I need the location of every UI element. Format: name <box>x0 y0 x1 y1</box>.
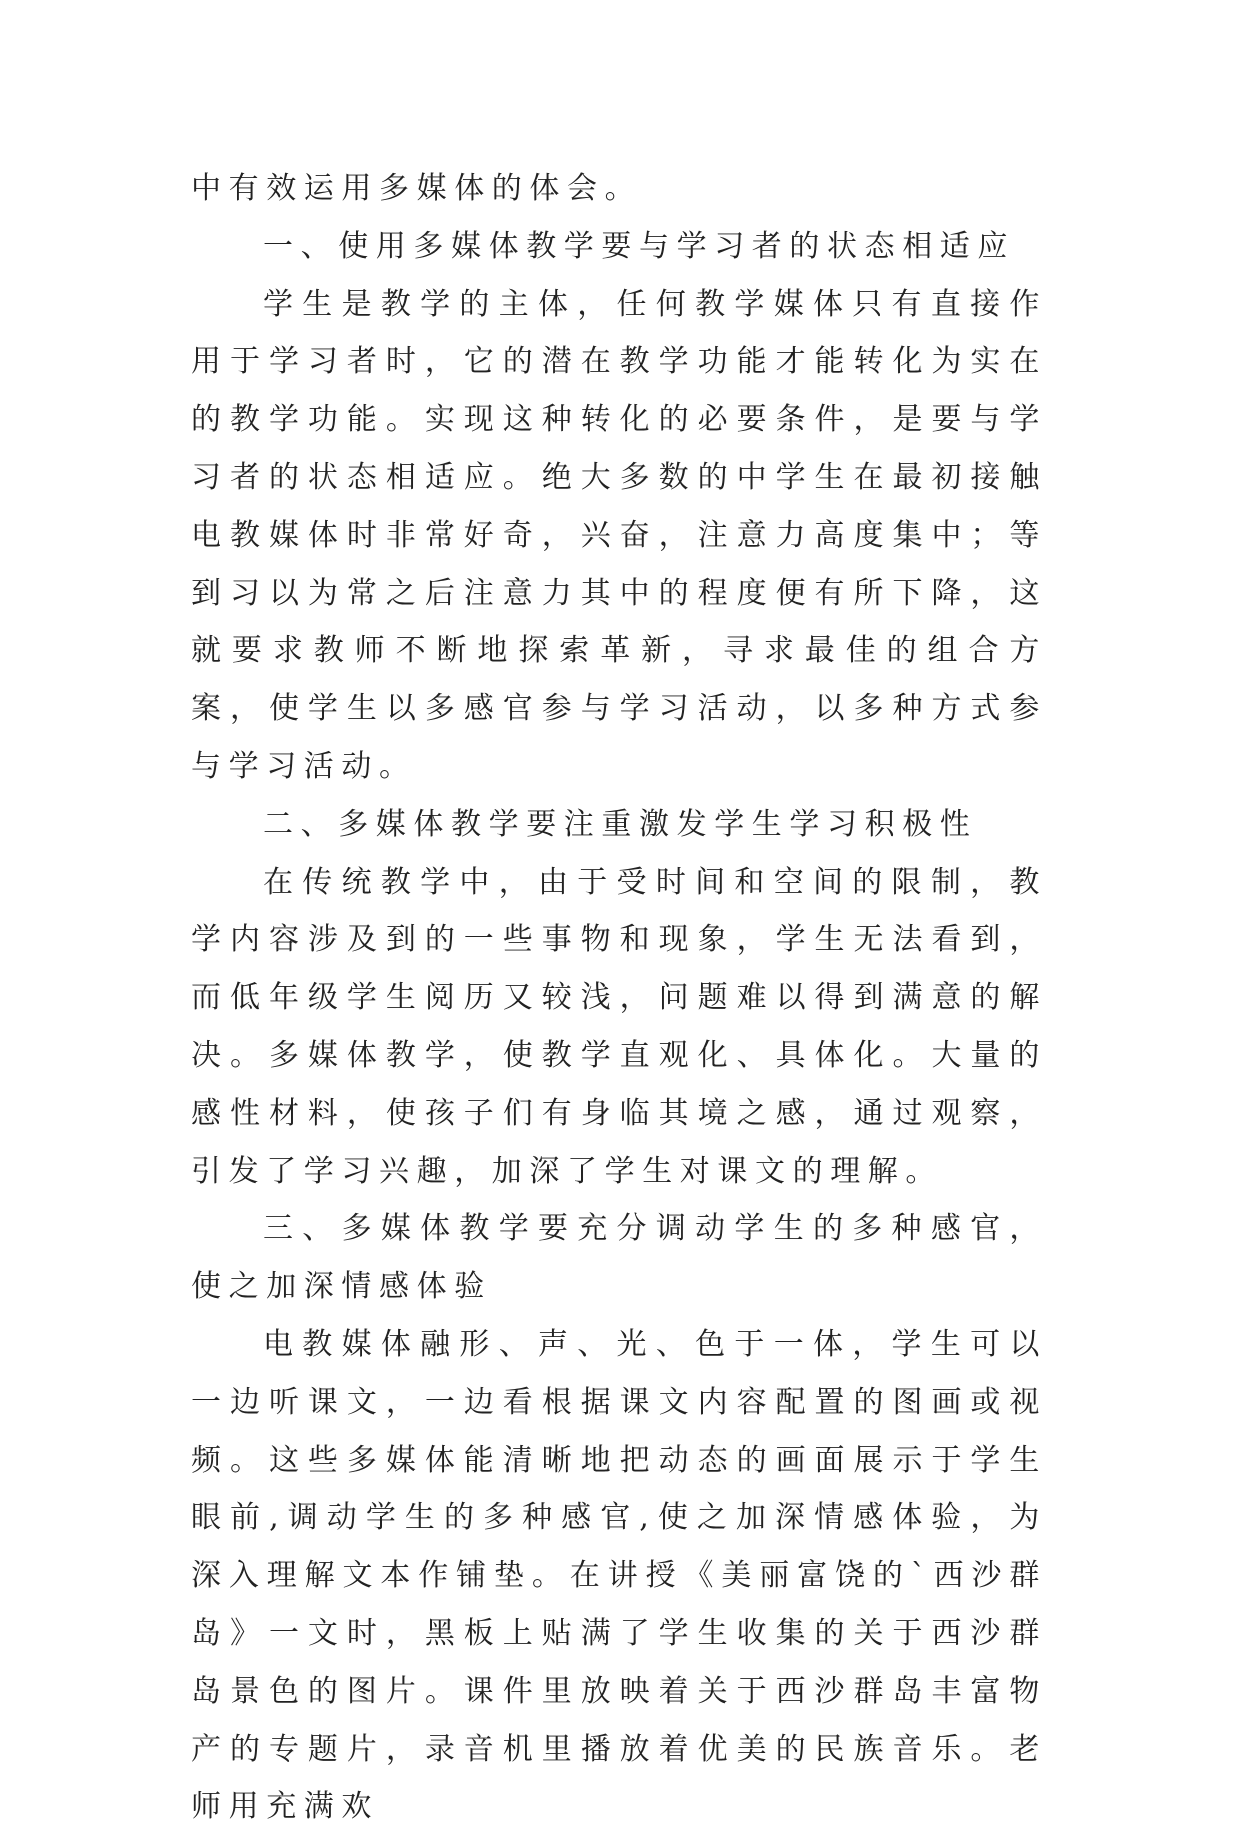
section-heading-3: 三、多媒体教学要充分调动学生的多种感官，使之加深情感体验 <box>191 1211 1047 1305</box>
section-heading-1: 一、使用多媒体教学要与学习者的状态相适应 <box>263 228 1015 264</box>
section-heading-2: 二、多媒体教学要注重激发学生学习积极性 <box>263 806 978 842</box>
paragraph-continuation: 中有效运用多媒体的体会。 <box>191 171 643 206</box>
paragraph-section-3: 电教媒体融形、声、光、色于一体，学生可以一边听课文，一边看根据课文内容配置的图画或视频。这些多媒体能清晰地把动态的画面展示于学生眼前,调动学生的多种感官,使之加深情感体验，为深入理解文本作铺垫。在讲授《美丽富饶的`西沙群岛》一文时，黑板上贴满了学生收集的关于西沙群岛景色的图片。课件里放映着关于西沙群岛丰富物产的专题片，录音机里播放着优美的民族音乐。老师用充满欢 <box>191 1326 1047 1825</box>
paragraph-section-2: 在传统教学中，由于受时间和空间的限制，教学内容涉及到的一些事物和现象，学生无法看到，而低年级学生阅历又较浅，问题难以得到满意的解决。多媒体教学，使教学直观化、具体化。大量的感性材料，使孩子们有身临其境之感，通过观察，引发了学习兴趣，加深了学生对课文的理解。 <box>191 864 1047 1189</box>
paragraph-section-1: 学生是教学的主体，任何教学媒体只有直接作用于学习者时，它的潜在教学功能才能转化为实在的教学功能。实现这种转化的必要条件，是要与学习者的状态相适应。绝大多数的中学生在最初接触电教媒体时非常好奇，兴奋，注意力高度集中；等到习以为常之后注意力其中的程度便有所下降，这就要求教师不断地探索革新，寻求最佳的组合方案，使学生以多感官参与学习活动，以多种方式参与学习活动。 <box>191 286 1047 784</box>
document-body <box>191 160 1047 1836</box>
